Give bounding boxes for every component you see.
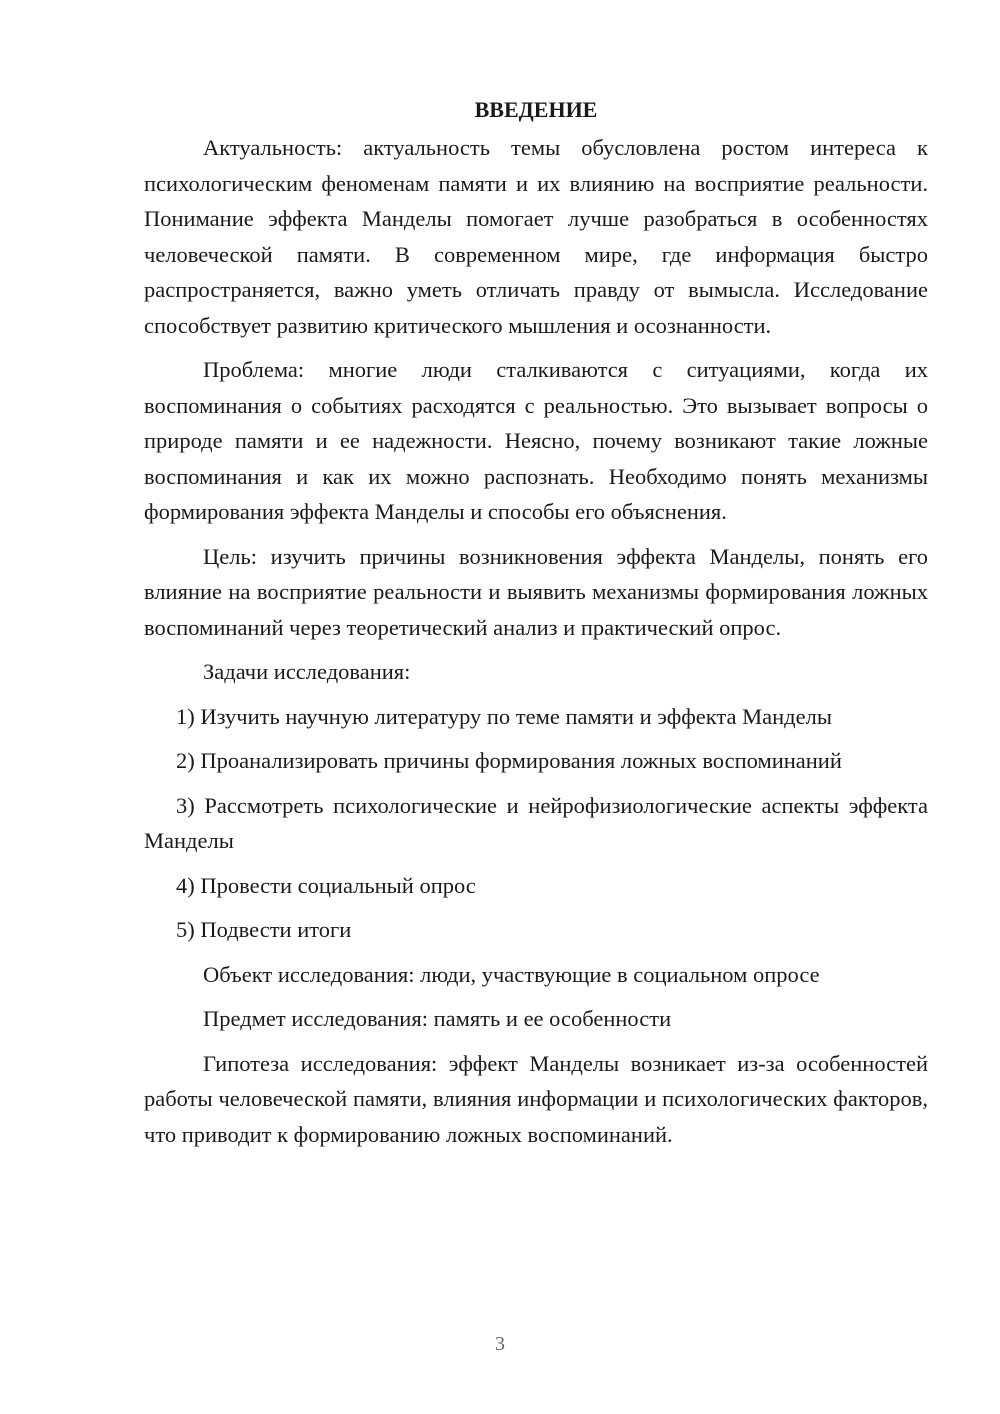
page-number: 3	[495, 1333, 505, 1355]
problem-paragraph: Проблема: многие люди сталкиваются с ситуациями, когда их воспоминания о событиях расходятся с реальностью. Это вызывает вопросы о природе памяти и ее надежности. Неясно, почему возникают такие ложные воспоминания и как их можно распознать. Необходимо понять механизмы формирования эффекта Манделы и способы его объяснения.	[144, 357, 928, 524]
document-page	[144, 92, 928, 1152]
task-item: 2) Проанализировать причины формирования ложных воспоминаний	[176, 748, 842, 773]
task-item: 1) Изучить научную литературу по теме памяти и эффекта Манделы	[176, 703, 832, 729]
tasks-heading: Задачи исследования:	[203, 659, 411, 684]
goal-paragraph: Цель: изучить причины возникновения эффекта Манделы, понять его влияние на восприятие реальности и выявить механизмы формирования ложных воспоминаний через теоретический анализ и практический опрос.	[144, 543, 928, 640]
task-item: 4) Провести социальный опрос	[176, 872, 476, 898]
page-title: ВВЕДЕНИЕ	[474, 97, 598, 122]
subject-paragraph: Предмет исследования: память и ее особенности	[203, 1006, 672, 1031]
object-paragraph: Объект исследования: люди, участвующие в социальном опросе	[203, 961, 820, 987]
hypothesis-paragraph: Гипотеза исследования: эффект Манделы возникает из-за особенностей работы человеческой памяти, влияния информации и психологических факторов, что приводит к формированию ложных воспоминаний.	[144, 1050, 928, 1147]
task-item: 3) Рассмотреть психологические и нейрофизиологические аспекты эффекта Манделы	[144, 792, 928, 853]
task-item: 5) Подвести итоги	[176, 917, 352, 942]
relevance-paragraph: Актуальность: актуальность темы обусловлена ростом интереса к психологическим феноменам памяти и их влиянию на восприятие реальности. Понимание эффекта Манделы помогает лучше разобраться в особенностях человеческой памяти. В современном мире, где информация быстро распространяется, важно уметь отличать правду от вымысла. Исследование способствует развитию критического мышления и осознанности.	[144, 135, 928, 338]
